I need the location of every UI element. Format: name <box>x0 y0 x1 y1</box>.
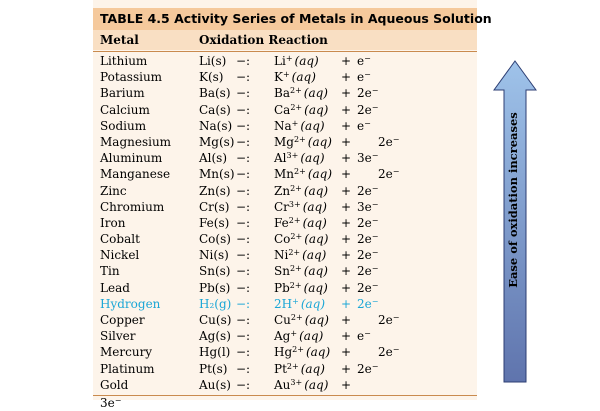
electrons-cell: 3e− <box>357 199 379 214</box>
table-row <box>93 231 477 247</box>
ion-cell: $Ni^{2+}$ (aq) <box>274 248 327 263</box>
metal-name: Chromium <box>100 199 165 214</box>
metal-name: Nickel <box>100 248 140 263</box>
electrons-cell: 2e− <box>357 296 379 311</box>
table-row <box>93 183 477 199</box>
reaction-arrow: −: <box>236 377 251 392</box>
bottom-rule <box>93 395 477 396</box>
reactant-cell: Pt(s) <box>199 361 228 376</box>
activity-series-table <box>93 0 520 410</box>
table-body <box>93 53 477 409</box>
plus-sign: + <box>341 313 352 327</box>
electrons-cell: 2e− <box>357 102 379 117</box>
metal-name: Silver <box>100 329 136 344</box>
table-row <box>93 280 477 296</box>
metal-name: Platinum <box>100 361 155 376</box>
electrons-cell: 3e− <box>357 151 379 166</box>
reactant-cell: Al(s) <box>199 151 228 166</box>
table-row <box>93 199 477 215</box>
electrons-cell: 2e− <box>378 134 400 149</box>
reactant-cell: Au(s) <box>199 377 231 392</box>
plus-sign: + <box>341 377 352 392</box>
electrons-cell: 2e− <box>357 264 379 279</box>
electrons-cell: 2e− <box>357 215 379 230</box>
table-row <box>93 247 477 263</box>
reactant-cell: Ba(s) <box>199 86 231 101</box>
ion-cell: 2H+ (aq) <box>274 296 326 311</box>
electrons-cell: 2e− <box>378 313 400 327</box>
reactant-cell: Mn(s) <box>199 167 235 182</box>
electrons-cell: e− <box>357 54 371 68</box>
reactant-cell: Cu(s) <box>199 313 232 327</box>
reaction-arrow: −: <box>236 264 251 279</box>
plus-sign: + <box>341 280 352 295</box>
ion-cell: $Fe^{2+}$ (aq) <box>274 215 327 230</box>
ion-cell: $Cr^{3+}$ (aq) <box>274 199 327 214</box>
ion-cell: $Hg^{2+}$ (aq) <box>274 345 331 360</box>
plus-sign: + <box>341 361 352 376</box>
reaction-arrow: −: <box>236 280 251 295</box>
ion-cell: $Mn^{2+}$ (aq) <box>274 167 333 182</box>
metal-name: Aluminum <box>100 151 163 166</box>
metal-name: Gold <box>100 377 129 392</box>
electrons-cell: 2e− <box>357 183 379 198</box>
table-row <box>93 85 477 101</box>
metal-name: Cobalt <box>100 232 140 247</box>
ion-cell: $Mg^{2+}$ (aq) <box>274 134 332 149</box>
reaction-arrow: −: <box>236 86 251 101</box>
ion-cell: $Co^{2+}$ (aq) <box>274 232 329 247</box>
header-rule <box>93 51 477 52</box>
metal-name: Lithium <box>100 54 148 68</box>
table-row <box>93 296 477 312</box>
table-row <box>93 150 477 166</box>
plus-sign: + <box>341 345 352 360</box>
plus-sign: + <box>341 118 352 133</box>
electrons-cell: 3e− <box>100 395 122 410</box>
table-row <box>93 53 477 69</box>
arrow-label <box>504 112 522 288</box>
column-header-metal: Metal <box>100 33 139 47</box>
ion-cell: $Pb^{2+}$ (aq) <box>274 280 328 295</box>
reaction-arrow: −: <box>236 248 251 263</box>
reaction-arrow: −: <box>236 54 251 68</box>
table-row <box>93 118 477 134</box>
plus-sign: + <box>341 264 352 279</box>
electrons-cell: e− <box>357 118 371 133</box>
metal-name: Tin <box>100 264 120 279</box>
ion-cell: $Ca^{2+}$ (aq) <box>274 102 329 117</box>
electrons-cell: e− <box>357 70 371 85</box>
metal-name: Calcium <box>100 102 150 117</box>
plus-sign: + <box>341 54 352 68</box>
reaction-arrow: −: <box>236 215 251 230</box>
table-row <box>93 344 477 360</box>
reaction-arrow: −: <box>236 118 251 133</box>
plus-sign: + <box>341 102 352 117</box>
electrons-cell: 2e− <box>378 345 400 360</box>
reactant-cell: Cr(s) <box>199 199 230 214</box>
reaction-arrow: −: <box>236 329 251 344</box>
plus-sign: + <box>341 329 352 344</box>
reactant-cell: Mg(s) <box>199 134 235 149</box>
metal-name: Sodium <box>100 118 147 133</box>
electrons-cell: e− <box>357 329 371 344</box>
reactant-cell: Ag(s) <box>199 329 231 344</box>
electrons-cell: 2e− <box>357 280 379 295</box>
ion-cell: $Sn^{2+}$ (aq) <box>274 264 328 279</box>
table-row <box>93 377 477 393</box>
metal-name: Zinc <box>100 183 127 198</box>
ion-cell: $Al^{3+}$ (aq) <box>274 151 325 166</box>
plus-sign: + <box>341 70 352 85</box>
reaction-arrow: −: <box>236 70 251 85</box>
reaction-arrow: −: <box>236 167 251 182</box>
electrons-cell: 2e− <box>357 232 379 247</box>
plus-sign: + <box>341 134 352 149</box>
table-row <box>93 166 477 182</box>
reactant-cell: Hg(l) <box>199 345 231 360</box>
reaction-arrow: −: <box>236 313 251 327</box>
ion-cell: $Pt^{2+}$ (aq) <box>274 361 325 376</box>
reaction-arrow: −: <box>236 232 251 247</box>
ion-cell: Li+ (aq) <box>274 54 319 68</box>
reactant-cell: Fe(s) <box>199 215 230 230</box>
reactant-cell: Pb(s) <box>199 280 231 295</box>
table-row <box>93 312 477 328</box>
electrons-cell: 2e− <box>357 361 379 376</box>
ion-cell: K+ (aq) <box>274 70 316 85</box>
metal-name: Barium <box>100 86 145 101</box>
title-bar <box>93 8 492 30</box>
metal-name: Manganese <box>100 167 171 182</box>
plus-sign: + <box>341 86 352 101</box>
table-row <box>93 134 477 150</box>
reaction-arrow: −: <box>236 134 251 149</box>
ion-cell: Na+ (aq) <box>274 118 325 133</box>
reaction-arrow: −: <box>236 296 251 311</box>
ion-cell: $Zn^{2+}$ (aq) <box>274 183 329 198</box>
table-row <box>93 328 477 344</box>
table-row <box>93 215 477 231</box>
reactant-cell: Ni(s) <box>199 248 229 263</box>
reaction-arrow: −: <box>236 183 251 198</box>
plus-sign: + <box>341 199 352 214</box>
table-row <box>93 69 477 85</box>
electrons-cell: 2e− <box>357 248 379 263</box>
metal-name: Magnesium <box>100 134 172 149</box>
metal-name: Lead <box>100 280 130 295</box>
electrons-cell: 2e− <box>357 86 379 101</box>
plus-sign: + <box>341 183 352 198</box>
arrow-label-text: Ease of oxidation increases <box>506 112 520 288</box>
metal-name: Iron <box>100 215 126 230</box>
ion-cell: $Ba^{2+}$ (aq) <box>274 86 328 101</box>
reactant-cell: Ca(s) <box>199 102 231 117</box>
plus-sign: + <box>341 167 352 182</box>
plus-sign: + <box>341 248 352 263</box>
reaction-arrow: −: <box>236 199 251 214</box>
metal-name: Mercury <box>100 345 153 360</box>
reactant-cell: K(s) <box>199 70 224 85</box>
reactant-cell: Li(s) <box>199 54 227 68</box>
reactant-cell: Sn(s) <box>199 264 231 279</box>
table-title: TABLE 4.5 Activity Series of Metals in Aqueous Solution <box>100 11 492 26</box>
plus-sign: + <box>341 151 352 166</box>
table-row <box>93 361 477 377</box>
electrons-cell: 2e− <box>378 167 400 182</box>
ion-cell: $Cu^{2+}$ (aq) <box>274 313 329 327</box>
reactant-cell: H₂(g) <box>199 296 232 311</box>
column-header-reaction: Oxidation Reaction <box>199 33 328 47</box>
reaction-arrow: −: <box>236 151 251 166</box>
plus-sign: + <box>341 296 352 311</box>
metal-name: Hydrogen <box>100 296 161 311</box>
metal-name: Copper <box>100 313 145 327</box>
metal-name: Potassium <box>100 70 163 85</box>
reaction-arrow: −: <box>236 361 251 376</box>
reaction-arrow: −: <box>236 102 251 117</box>
table-row <box>93 102 477 118</box>
plus-sign: + <box>341 215 352 230</box>
reactant-cell: Zn(s) <box>199 183 231 198</box>
ion-cell: $Au^{3+}$ (aq) <box>274 377 329 392</box>
reactant-cell: Co(s) <box>199 232 231 247</box>
ion-cell: Ag+ (aq) <box>274 329 324 344</box>
table-row <box>93 263 477 279</box>
reactant-cell: Na(s) <box>199 118 233 133</box>
reaction-arrow: −: <box>236 345 251 360</box>
plus-sign: + <box>341 232 352 247</box>
